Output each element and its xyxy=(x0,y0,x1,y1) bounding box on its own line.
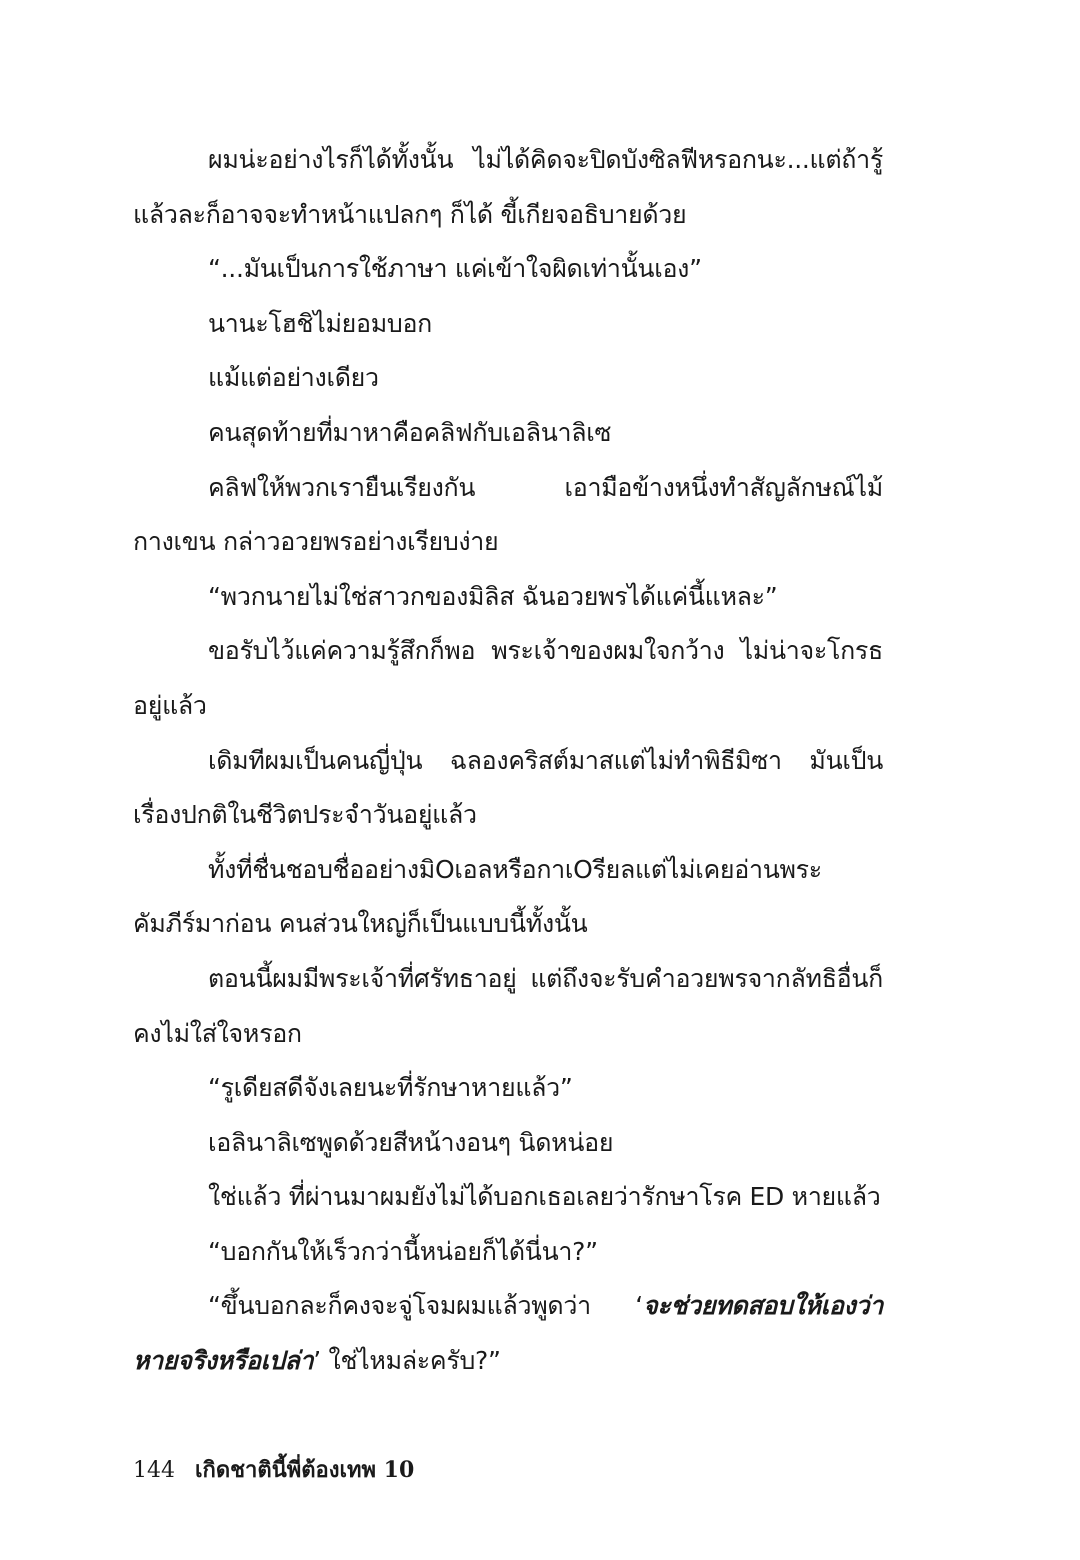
page-footer xyxy=(133,1452,414,1487)
paragraph-14: ใช่แล้ว ที่ผ่านมาผมยังไม่ได้บอกเธอเลยว่ารักษาโรค ED หายแล้ว xyxy=(208,1182,881,1212)
paragraph-15: “บอกกันให้เร็วกว่านี้หน่อยก็ได้นี่นา?” xyxy=(208,1236,598,1266)
paragraph-5: คนสุดท้ายที่มาหาคือคลิฟกับเอลินาลิเซ xyxy=(208,417,612,447)
paragraph-12: “รูเดียสดีจังเลยนะที่รักษาหายแล้ว” xyxy=(208,1073,573,1103)
paragraph-16-lead: “ขึ้นบอกละก็คงจะจู่โจมผมแล้วพูดว่า ‘ xyxy=(208,1291,643,1321)
paragraph-3: นานะโฮชิไม่ยอมบอก xyxy=(208,308,433,338)
paragraph-4: แม้แต่อย่างเดียว xyxy=(208,363,379,393)
page-number: 144 xyxy=(133,1458,175,1483)
book-title: เกิดชาตินี้พี่ต้องเทพ 10 xyxy=(195,1457,415,1483)
paragraph-16-tail: ’ ใช่ไหมล่ะครับ?” xyxy=(313,1346,501,1376)
paragraph-8: ขอรับไว้แค่ความรู้สึกก็พอ พระเจ้าของผมใจกว้าง ไม่น่าจะโกรธอยู่แล้ว xyxy=(133,636,883,720)
paragraph-7: “พวกนายไม่ใช่สาวกของมิลิส ฉันอวยพรได้แค่นี้แหละ” xyxy=(208,581,778,611)
paragraph-1: ผมน่ะอย่างไรก็ได้ทั้งนั้น ไม่ได้คิดจะปิดบังซิลฟีหรอกนะ...แต่ถ้ารู้แล้วละก็อาจจะทำหน้าแปลกๆ ก็ได้ ขี้เกียจอธิบายด้วย xyxy=(133,145,883,229)
paragraph-10: ทั้งที่ชื่นชอบชื่ออย่างมิOเอลหรือกาเOรียลแต่ไม่เคยอ่านพระคัมภีร์มาก่อน คนส่วนใหญ่ก็เป็นแบบนี้ทั้งนั้น xyxy=(133,854,822,939)
paragraph-9: เดิมทีผมเป็นคนญี่ปุ่น ฉลองคริสต์มาสแต่ไม่ทำพิธีมิซา มันเป็นเรื่องปกติในชีวิตประจำวันอยู่แล้ว xyxy=(133,745,883,830)
paragraph-16-emphasis: จะช่วยทดสอบให้เองว่าหายจริงหรือเปล่า xyxy=(133,1291,883,1376)
paragraph-6: คลิฟให้พวกเรายืนเรียงกัน เอามือข้างหนึ่งทำสัญลักษณ์ไม้กางเขน กล่าวอวยพรอย่างเรียบง่าย xyxy=(133,472,883,557)
body-text xyxy=(133,133,883,1389)
paragraph-2: “...มันเป็นการใช้ภาษา แค่เข้าใจผิดเท่านั้นเอง” xyxy=(208,254,702,284)
paragraph-11: ตอนนี้ผมมีพระเจ้าที่ศรัทธาอยู่ แต่ถึงจะรับคำอวยพรจากลัทธิอื่นก็คงไม่ใส่ใจหรอก xyxy=(133,963,883,1048)
paragraph-13: เอลินาลิเซพูดด้วยสีหน้างอนๆ นิดหน่อย xyxy=(208,1127,614,1157)
paragraph-16 xyxy=(133,1279,883,1388)
